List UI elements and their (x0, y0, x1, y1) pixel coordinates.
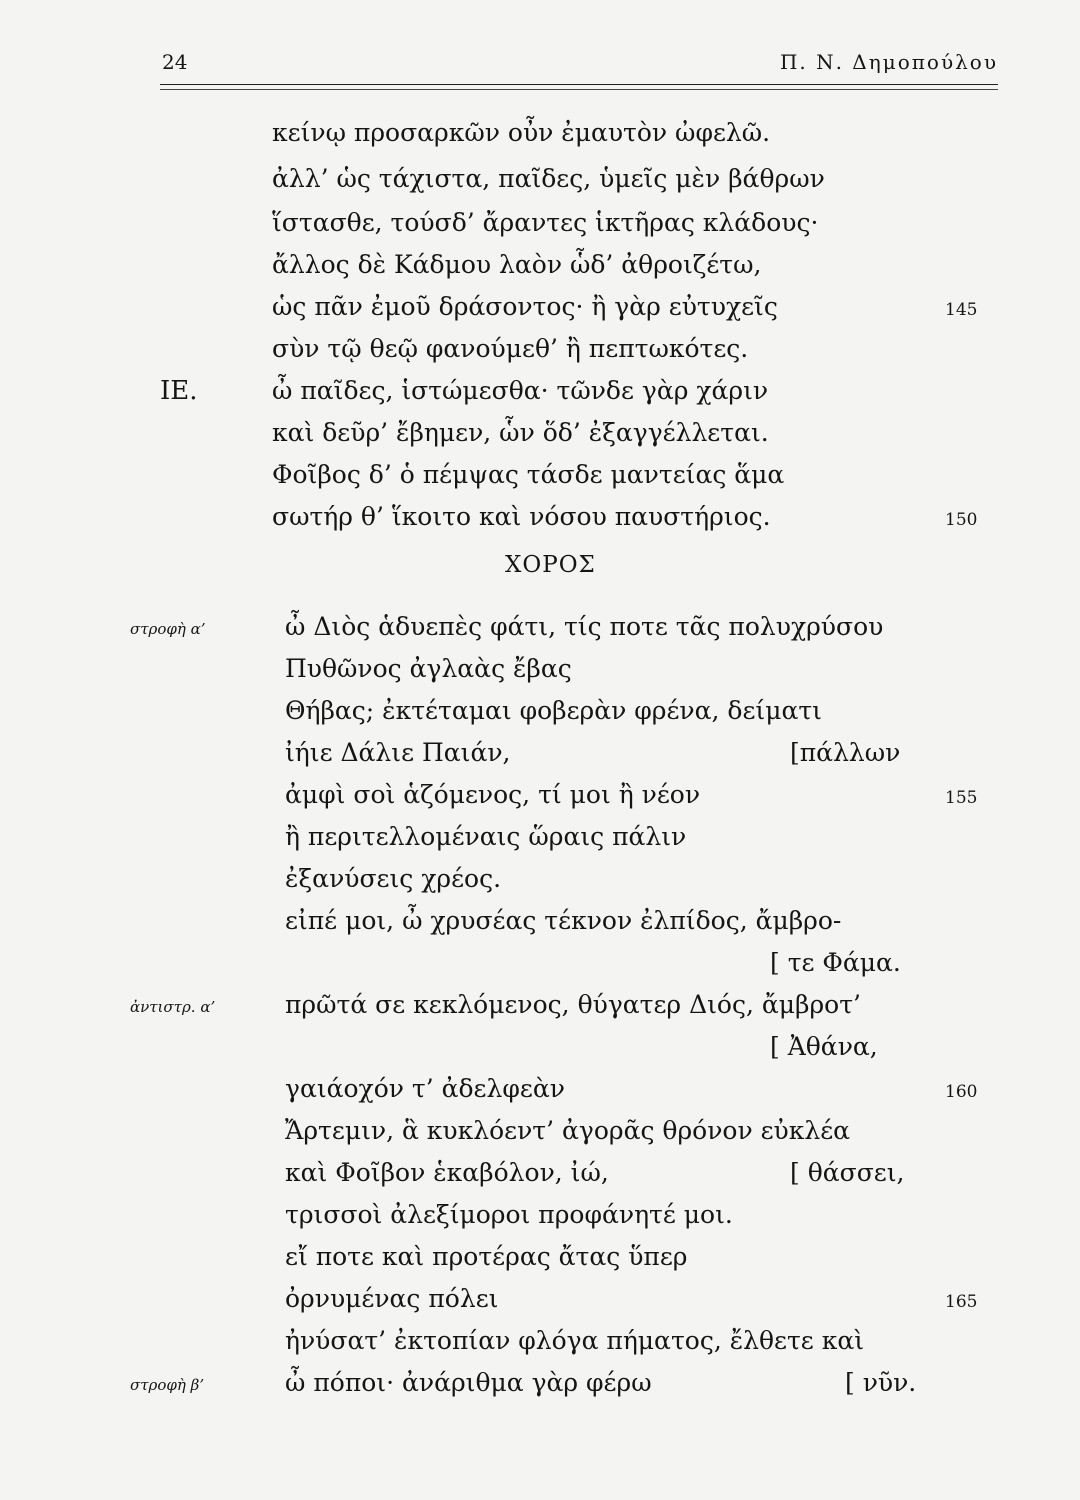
verse-line (0, 334, 1080, 378)
verse-line (0, 1158, 1080, 1202)
verse-text: Πυθῶνος ἀγλαὰς ἔβας (285, 654, 572, 683)
verse-text: ἢ περιτελλομέναις ὥραις πάλιν (285, 822, 687, 851)
verse-text: ἠνύσατ’ ἐκτοπίαν φλόγα πήματος, ἔλθετε καὶ (285, 1326, 865, 1355)
verse-line (0, 948, 1080, 992)
verse-text: σωτήρ θ’ ἵκοιτο καὶ νόσου παυστήριος. (272, 502, 771, 531)
verse-line (0, 654, 1080, 698)
verse-text: καὶ δεῦρ’ ἔβημεν, ὧν ὅδ’ ἐξαγγέλλεται. (272, 418, 769, 447)
verse-text: Φοῖβος δ’ ὁ πέμψας τάσδε μαντείας ἅμα (272, 460, 785, 489)
verse-text: ὦ Διὸς ἁδυεπὲς φάτι, τίς ποτε τᾶς πολυχρύσου (285, 612, 884, 641)
verse-text: γαιάοχόν τ’ ἀδελφεὰν (285, 1074, 565, 1103)
page-header (160, 48, 998, 88)
verse-line (0, 118, 1080, 162)
chorus-heading: ΧΟΡΟΣ (505, 552, 596, 578)
line-number: 145 (945, 300, 978, 320)
verse-line (0, 612, 1080, 656)
verse-text: σὺν τῷ θεῷ φανούμεθ’ ἢ πεπτωκότες. (272, 334, 749, 363)
continuation-text: [ Ἀθάνα, (770, 1032, 878, 1061)
verse-text: ἄλλος δὲ Κάδμου λαὸν ὧδ’ ἀθροιζέτω, (272, 250, 762, 279)
verse-line (0, 780, 1080, 824)
line-number: 165 (945, 1292, 978, 1312)
verse-text: ἵστασθε, τούσδ’ ἄραντες ἱκτῆρας κλάδους· (272, 208, 819, 237)
verse-line (0, 418, 1080, 462)
verse-text: καὶ Φοῖβον ἑκαβόλον, ἰώ, (285, 1158, 609, 1187)
verse-line (0, 1368, 1080, 1412)
verse-text: Θήβας; ἐκτέταμαι φοβερὰν φρένα, δείματι (285, 696, 822, 725)
line-number: 150 (945, 510, 978, 530)
verse-text: Ἄρτεμιν, ἃ κυκλόεντ’ ἀγορᾶς θρόνον εὐκλέα (285, 1116, 851, 1145)
verse-text: πρῶτά σε κεκλόμενος, θύγατερ Διός, ἄμβροτ’ (285, 990, 861, 1019)
verse-line (0, 1326, 1080, 1370)
line-number: 155 (945, 788, 978, 808)
verse-line (0, 208, 1080, 252)
page-number: 24 (162, 50, 188, 74)
verse-line (0, 1284, 1080, 1328)
verse-line (0, 906, 1080, 950)
verse-line (0, 376, 1080, 420)
verse-line (0, 990, 1080, 1034)
speaker-label: ΙΕ. (160, 376, 198, 406)
verse-line (0, 1074, 1080, 1118)
verse-line (0, 696, 1080, 740)
verse-line (0, 738, 1080, 782)
continuation-text: [πάλλων (790, 738, 901, 767)
continuation-text: [ τε Φάμα. (770, 948, 901, 977)
header-rule-lower (160, 89, 998, 90)
verse-line (0, 1242, 1080, 1286)
running-head: Π. Ν. Δημοπούλου (779, 50, 998, 74)
verse-text: ὦ πόποι· ἀνάριθμα γὰρ φέρω (285, 1368, 652, 1397)
verse-line (0, 250, 1080, 294)
verse-text: ἐξανύσεις χρέος. (285, 864, 502, 893)
verse-text: ἀμφὶ σοὶ ἁζόμενος, τί μοι ἢ νέον (285, 780, 701, 809)
verse-text: ἀλλ’ ὡς τάχιστα, παῖδες, ὑμεῖς μὲν βάθρων (272, 164, 825, 193)
verse-text: τρισσοὶ ἀλεξίμοροι προφάνητέ μοι. (285, 1200, 733, 1229)
strophe-label: στροφὴ α’ (130, 620, 206, 638)
verse-line (0, 1116, 1080, 1160)
verse-line (0, 1200, 1080, 1244)
verse-line (0, 502, 1080, 546)
verse-line (0, 1032, 1080, 1076)
verse-text: ὦ παῖδες, ἱστώμεσθα· τῶνδε γὰρ χάριν (272, 376, 769, 405)
verse-line (0, 164, 1080, 208)
header-rule (160, 84, 998, 85)
verse-text: ἰήιε Δάλιε Παιάν, (285, 738, 511, 767)
verse-line (0, 460, 1080, 504)
line-number: 160 (945, 1082, 978, 1102)
continuation-text: [ νῦν. (845, 1368, 917, 1397)
verse-text: εἴ ποτε καὶ προτέρας ἄτας ὕπερ (285, 1242, 688, 1271)
verse-text: κείνῳ προσαρκῶν οὖν ἐμαυτὸν ὠφελῶ. (272, 118, 771, 147)
verse-line (0, 292, 1080, 336)
verse-text: ὡς πᾶν ἐμοῦ δράσοντος· ἢ γὰρ εὐτυχεῖς (272, 292, 778, 321)
strophe-label: ἀντιστρ. α’ (130, 998, 216, 1016)
strophe-label: στροφὴ β’ (130, 1376, 205, 1394)
verse-line (0, 864, 1080, 908)
verse-line (0, 822, 1080, 866)
verse-text: εἰπέ μοι, ὦ χρυσέας τέκνον ἐλπίδος, ἄμβρο- (285, 906, 842, 935)
continuation-text: [ θάσσει, (790, 1158, 905, 1187)
verse-text: ὀρνυμένας πόλει (285, 1284, 499, 1313)
